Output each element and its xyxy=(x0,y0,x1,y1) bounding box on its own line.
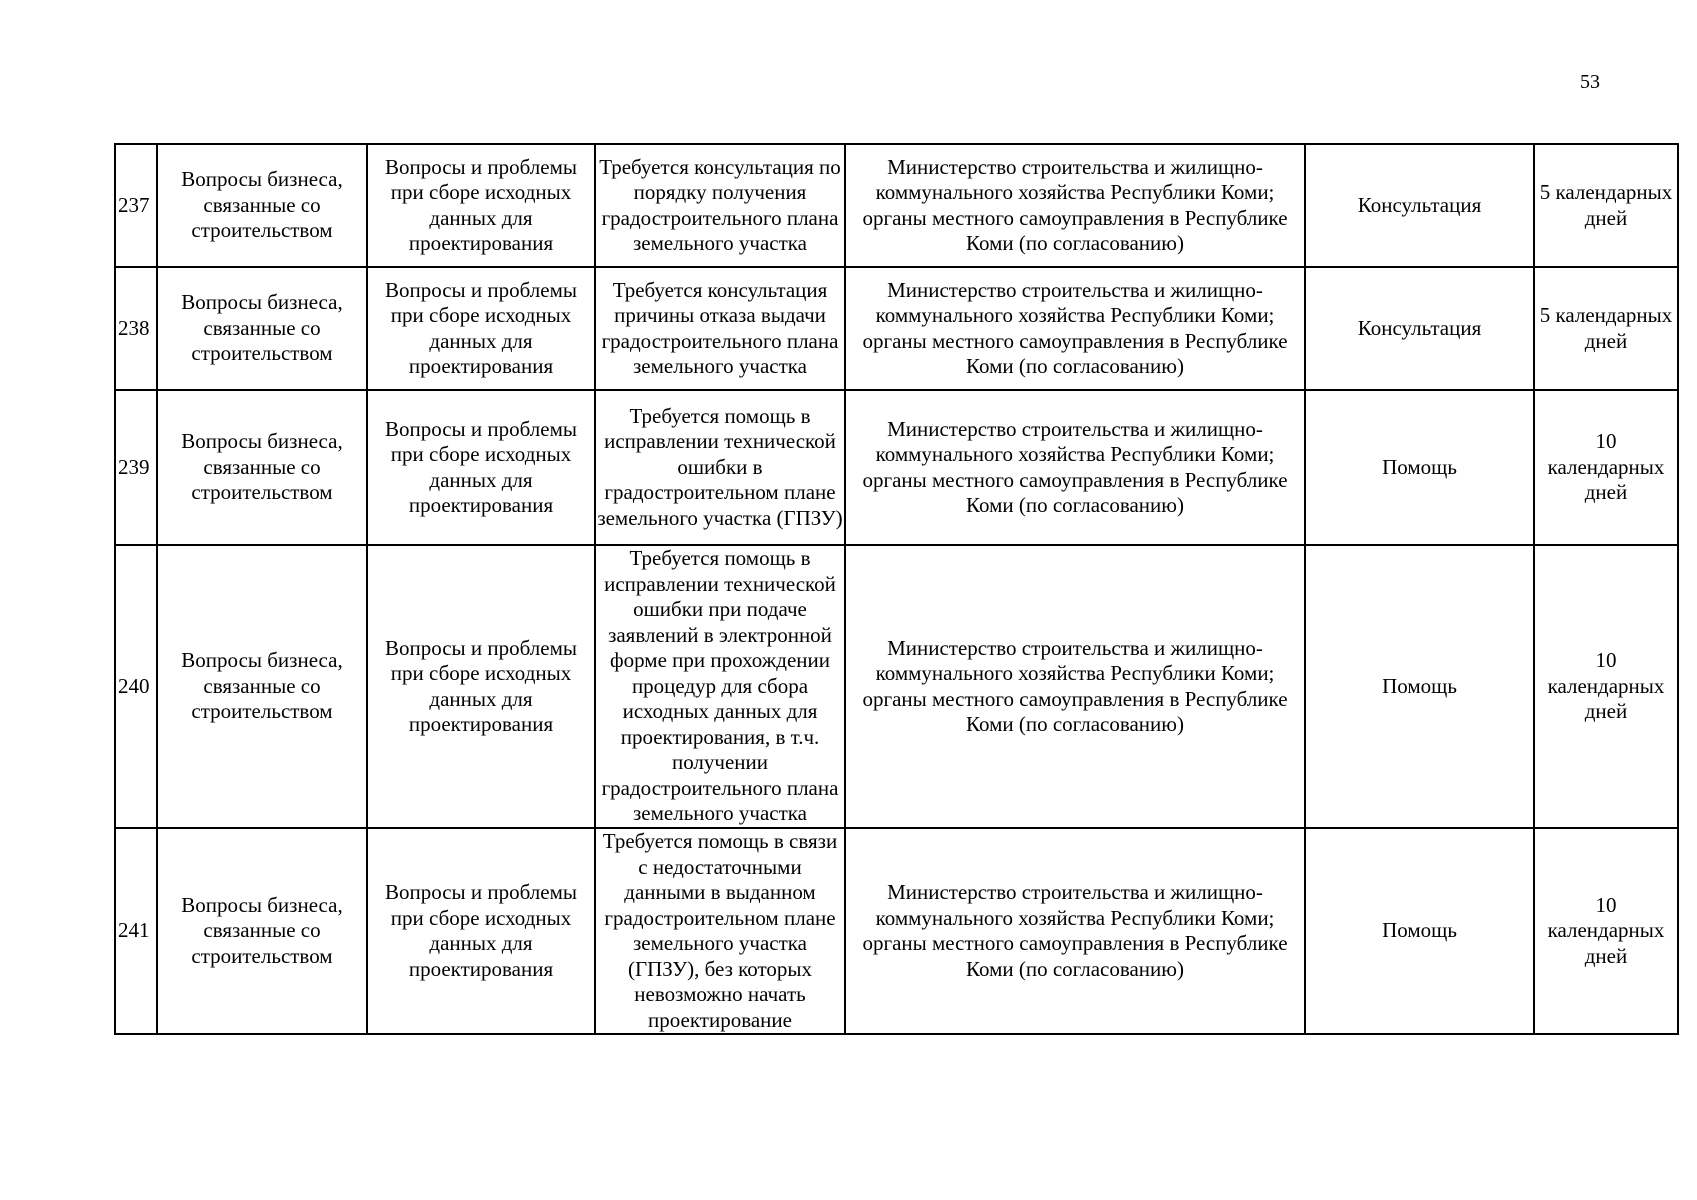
organization-cell: Министерство строительства и жилищно-коммунального хозяйства Республики Коми; органы местного самоуправления в Республике Коми (по согласованию) xyxy=(845,545,1305,828)
support-type-cell: Помощь xyxy=(1305,545,1534,828)
subcategory-cell: Вопросы и проблемы при сборе исходных данных для проектирования xyxy=(367,144,595,267)
subcategory-cell: Вопросы и проблемы при сборе исходных данных для проектирования xyxy=(367,267,595,390)
term-cell: 10 календарных дней xyxy=(1534,390,1678,545)
support-type-cell: Помощь xyxy=(1305,390,1534,545)
table-row xyxy=(115,267,1678,390)
term-cell: 5 календарных дней xyxy=(1534,144,1678,267)
table-row xyxy=(115,545,1678,828)
term-cell: 5 календарных дней xyxy=(1534,267,1678,390)
organization-cell: Министерство строительства и жилищно-коммунального хозяйства Республики Коми; органы местного самоуправления в Республике Коми (по согласованию) xyxy=(845,828,1305,1034)
category-cell: Вопросы бизнеса, связанные со строительством xyxy=(157,545,367,828)
table-row xyxy=(115,390,1678,545)
category-cell: Вопросы бизнеса, связанные со строительством xyxy=(157,390,367,545)
description-cell: Требуется помощь в исправлении технической ошибки при подаче заявлений в электронной форме при прохождении процедур для сбора исходных данных для проектирования, в т.ч. получении градостроительного плана земельного участка xyxy=(595,545,845,828)
row-number: 240 xyxy=(115,545,157,828)
term-cell: 10 календарных дней xyxy=(1534,828,1678,1034)
term-cell: 10 календарных дней xyxy=(1534,545,1678,828)
description-cell: Требуется помощь в связи с недостаточными данными в выданном градостроительном плане земельного участка (ГПЗУ), без которых невозможно начать проектирование xyxy=(595,828,845,1034)
organization-cell: Министерство строительства и жилищно-коммунального хозяйства Республики Коми; органы местного самоуправления в Республике Коми (по согласованию) xyxy=(845,390,1305,545)
row-number: 239 xyxy=(115,390,157,545)
category-cell: Вопросы бизнеса, связанные со строительством xyxy=(157,828,367,1034)
subcategory-cell: Вопросы и проблемы при сборе исходных данных для проектирования xyxy=(367,545,595,828)
row-number: 237 xyxy=(115,144,157,267)
subcategory-cell: Вопросы и проблемы при сборе исходных данных для проектирования xyxy=(367,828,595,1034)
table-row xyxy=(115,828,1678,1034)
support-type-cell: Консультация xyxy=(1305,267,1534,390)
services-table xyxy=(114,143,1679,1035)
support-type-cell: Консультация xyxy=(1305,144,1534,267)
organization-cell: Министерство строительства и жилищно-коммунального хозяйства Республики Коми; органы местного самоуправления в Республике Коми (по согласованию) xyxy=(845,144,1305,267)
row-number: 238 xyxy=(115,267,157,390)
support-type-cell: Помощь xyxy=(1305,828,1534,1034)
description-cell: Требуется консультация по порядку получения градостроительного плана земельного участка xyxy=(595,144,845,267)
organization-cell: Министерство строительства и жилищно-коммунального хозяйства Республики Коми; органы местного самоуправления в Республике Коми (по согласованию) xyxy=(845,267,1305,390)
category-cell: Вопросы бизнеса, связанные со строительством xyxy=(157,144,367,267)
subcategory-cell: Вопросы и проблемы при сборе исходных данных для проектирования xyxy=(367,390,595,545)
description-cell: Требуется консультация причины отказа выдачи градостроительного плана земельного участка xyxy=(595,267,845,390)
row-number: 241 xyxy=(115,828,157,1034)
table-row xyxy=(115,144,1678,267)
page-number: 53 xyxy=(1580,71,1600,93)
description-cell: Требуется помощь в исправлении технической ошибки в градостроительном плане земельного участка (ГПЗУ) xyxy=(595,390,845,545)
category-cell: Вопросы бизнеса, связанные со строительством xyxy=(157,267,367,390)
